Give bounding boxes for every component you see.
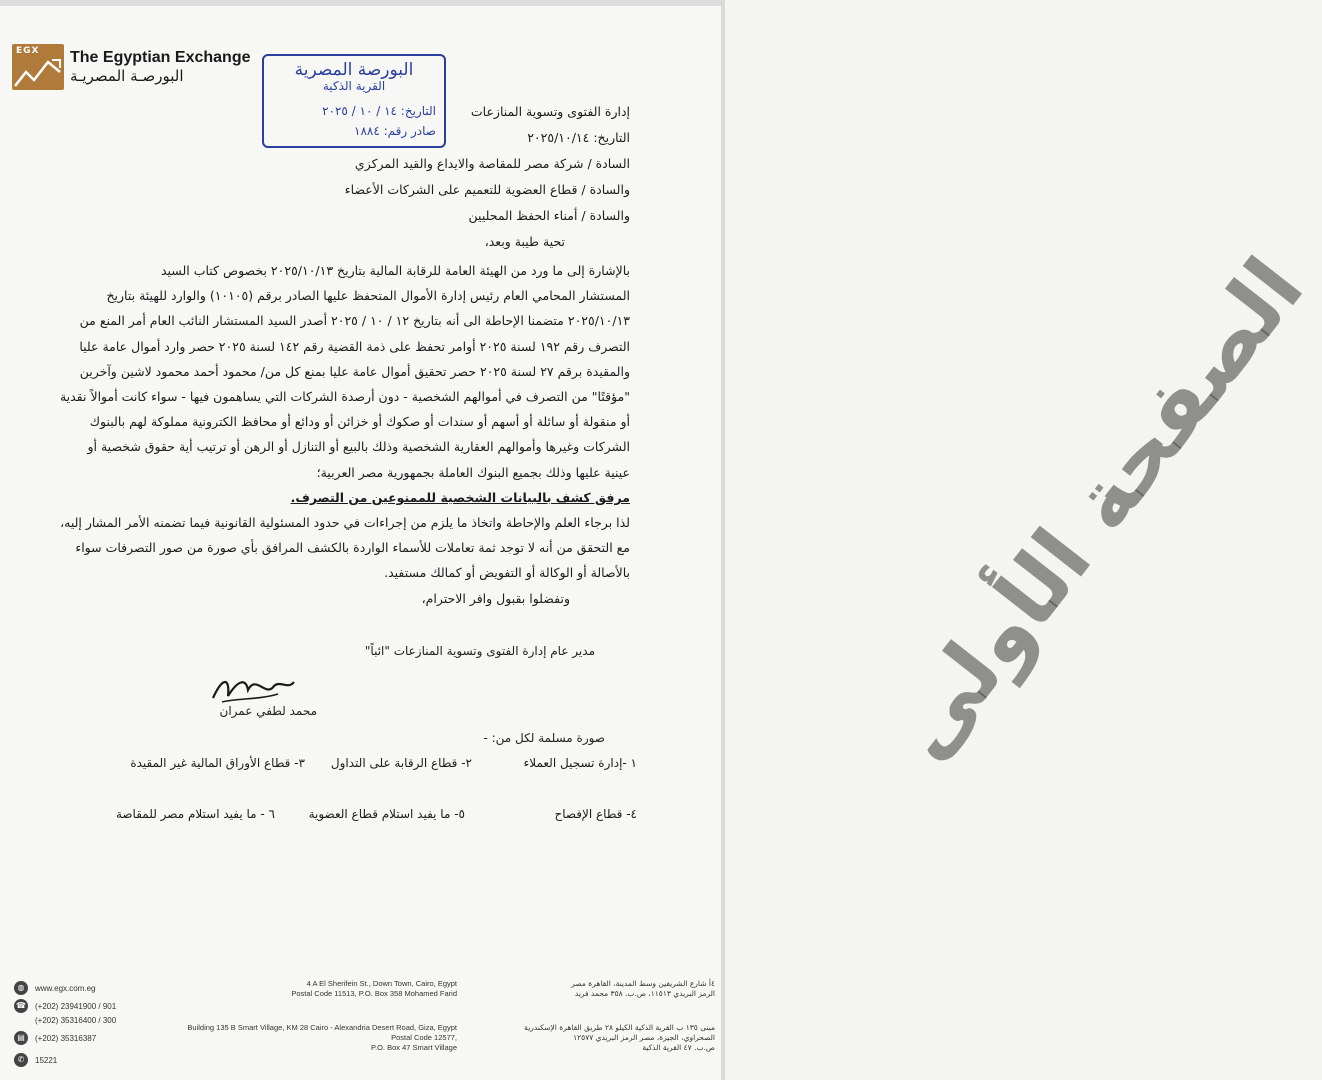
stamp-date: التاريخ: ١٤ / ١٠ / ٢٠٢٥ [322,104,436,118]
scan-top-edge [0,0,725,6]
stamp-number: صادر رقم: ١٨٨٤ [354,124,436,138]
body-line: بالإشارة إلى ما ورد من الهيئة العامة للرقابة المالية بتاريخ ٢٠٢٥/١٠/١٣ بخصوص كتاب السيد [160,263,630,278]
letter-date: التاريخ: ٢٠٢٥/١٠/١٤ [527,130,630,145]
copies-heading: صورة مسلمة لكل من: - [483,731,605,745]
copy-item: ٣- قطاع الأوراق المالية غير المقيدة [130,756,305,770]
address-line: الرمز البريدي ١١٥١٣، ص.ب. ٣٥٨ محمد فريد [574,989,715,998]
fax-icon: ▤ [14,1031,28,1045]
letter-body [59,258,630,611]
body-line: أو منقولة أو سائلة أو أسهم أو سندات أو صكوك أو خزائن أو ودائع أو محافظ الكترونية مملوكة لهم بالبنوك [89,414,630,430]
address-line: مبنى ١٣٥ ب القرية الذكية الكيلو ٢٨ طريق القاهرة الإسكندرية [524,1023,715,1032]
attachment-note: مرفق كشف بالبيانات الشخصية للممنوعين من التصرف. [290,489,630,505]
signer-title: مدير عام إدارة الفتوى وتسوية المنازعات "ائباً" [364,644,595,658]
address-line: P.O. Box 47 Smart Village [370,1043,457,1052]
logo-arabic-name: البورصـة المصريـة [70,67,184,85]
address-en-smart-village [187,1023,457,1053]
request-line: بالأصالة أو الوكالة أو التفويض أو كمالك مستفيد. [384,565,630,581]
footer-contacts [14,977,116,1071]
recipient-1: السادة / شركة مصر للمقاصة والايداع والقيد المركزي [354,156,630,171]
recipient-2: والسادة / قطاع العضوية للتعميم على الشركات الأعضاء [344,182,630,197]
phone-icon: ☎ [14,999,28,1013]
footer-phone-2: (+202) 35316400 / 300 [35,1015,117,1025]
body-line: التصرف رقم ١٩٢ لسنة ٢٠٢٥ أوامر تحفظ على ذمة القضية رقم ١٤٢ لسنة ٢٠٢٥ حصر وارد أموال عامة عليا [79,338,630,354]
department-line: إدارة الفتوى وتسوية المنازعات [470,104,630,119]
logo-english-name: The Egyptian Exchange [70,49,251,66]
address-line: Postal Code 12577, [391,1033,457,1042]
copy-item: ٥- ما يفيد استلام قطاع العضوية [308,807,465,821]
egx-logo-mark [12,44,64,90]
closing-line: وتفضلوا بقبول وافر الاحترام، [421,590,570,606]
address-ar-downtown [571,979,715,999]
address-line: ص.ب. ٤٧ القرية الذكية [642,1043,715,1052]
scan-right-edge [721,0,725,1080]
logo-mark-text: EGX [16,46,40,56]
footer-hotline: 15221 [35,1055,58,1065]
address-line: 4 A El Sherifein St., Down Town, Cairo, Egypt [306,979,457,988]
footer-fax: (+202) 35316387 [35,1033,97,1043]
body-line: عينية عليها وذلك بجميع البنوك العاملة بجمهورية مصر العربية؛ [316,464,630,480]
address-line: الصحراوي، الجيزة، مصر الرمز البريدي ١٢٥٧٧ [573,1033,715,1042]
copy-item: ١ -إدارة تسجيل العملاء [523,756,637,770]
greeting: تحية طيبة وبعد، [484,234,565,249]
address-line: Postal Code 11513, P.O. Box 358 Mohamed Farid [291,989,457,998]
recipient-3: والسادة / أمناء الحفظ المحليين [468,208,630,223]
footer [0,965,725,1080]
address-line: ٤أ شارع الشريفين وسط المدينة، القاهرة مصر [571,979,715,988]
egx-logo [12,44,250,90]
address-ar-smart-village [524,1023,715,1053]
stamp-subtitle: القرية الذكية [322,79,386,93]
request-line: مع التحقق من أنه لا توجد ثمة تعاملات للأسماء الواردة بالكشف المرافق بأي صورة من صور التصرفات سواء [75,540,630,556]
signer-name: محمد لطفي عمران [219,704,317,718]
footer-website: www.egx.com.eg [35,983,96,993]
stamp-title: البورصة المصرية [294,60,414,80]
body-line: والمقيدة برقم ٢٧ لسنة ٢٠٢٥ حصر تحقيق أموال عامة عليا بمنع كل من/ محمود أحمد محمود لاشين وآخرين [79,363,630,379]
watermark-text: الصفحة الأولى [872,240,1322,778]
copy-item: ٦ - ما يفيد استلام مصر للمقاصة [115,807,275,821]
body-line: المستشار المحامي العام رئيس إدارة الأموال المتحفظ عليها الصادر برقم (١٠١٠٥) والوارد للهيئة بتاريخ [106,288,630,304]
body-line: الشركات وغيرها وأموالهم العقارية الشخصية وذلك بالبيع أو التنازل أو الرهن أو ترتيب أية حقوق شخصية أو [87,439,630,455]
copy-item: ٢- قطاع الرقابة على التداول [330,756,472,770]
body-line: "مؤقتًا" من التصرف في أموالهم الشخصية - دون أرصدة الشركات التي يساهمون فيها - سواء كانت أموالاً نقدية [59,389,630,405]
globe-icon: ◍ [14,981,28,995]
address-en-downtown [291,979,457,999]
address-line: Building 135 B Smart Village, KM 28 Cairo - Alexandria Desert Road, Giza, Egypt [187,1023,457,1032]
copy-item: ٤- قطاع الإفصاح [554,807,637,821]
footer-phone: (+202) 23941900 / 901 [35,1001,117,1011]
hotline-icon: ✆ [14,1053,28,1067]
incoming-stamp [262,54,446,148]
request-line: لذا برجاء العلم والإحاطة واتخاذ ما يلزم من إجراءات في حدود المسئولية القانونية فيما تضمنه الأمر المشار إليه، [60,515,630,531]
body-line: ٢٠٢٥/١٠/١٣ متضمنا الإحاطة الى أنه بتاريخ ١٢ / ١٠ / ٢٠٢٥ أصدر السيد المستشار النائب العام أمر المنع من [79,313,630,329]
